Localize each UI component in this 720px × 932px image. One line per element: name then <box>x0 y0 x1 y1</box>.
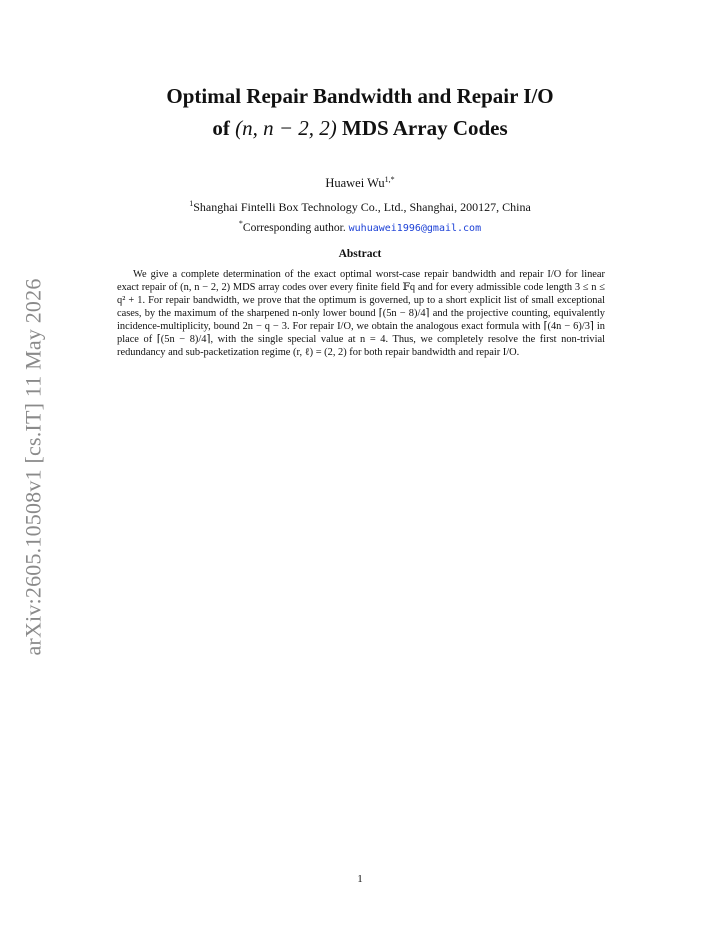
email-link[interactable]: wuhuawei1996@gmail.com <box>348 222 482 234</box>
corresponding-text: Corresponding author. <box>242 221 346 234</box>
affiliation-text: Shanghai Fintelli Box Technology Co., Ltd., Shanghai, 200127, China <box>193 200 531 214</box>
page-number: 1 <box>357 873 363 885</box>
title-math: (n, n − 2, 2) <box>235 116 337 140</box>
affiliation <box>0 199 720 215</box>
abstract-body: We give a complete determination of the exact optimal worst-case repair bandwidth and repair I/O for linear exact repair of (n, n − 2, 2) MDS array codes over every finite field 𝔽q and for every admissible code length 3 ≤ n ≤ q² + 1. For repair bandwidth, we prove that the optimum is governed, up to a short explicit list of small exceptional cases, by the maximum of the sharpened n-only lower bound ⌈(5n − 8)/4⌉ and the projective counting, equivalently incidence-multiplicity, bound 2n − q − 3. For repair I/O, we obtain the analogous exact formula with ⌈(4n − 6)/3⌉ in place of ⌈(5n − 8)/4⌉, with the single special value at n = 4. Thus, we completely resolve the first non-trivial redundancy and sub-packetization regime (r, ℓ) = (2, 2) for both repair bandwidth and repair I/O. <box>117 269 605 358</box>
affiliation-mark: 1 <box>189 199 194 208</box>
paper-title <box>0 80 720 144</box>
author-name: Huawei Wu <box>325 176 385 191</box>
author-line <box>0 175 720 191</box>
title-prefix: of <box>212 116 230 140</box>
author-marks: 1,* <box>384 175 395 184</box>
abstract-heading: Abstract <box>338 248 382 260</box>
arxiv-identifier: arXiv:2605.10508v1 [cs.IT] 11 May 2026 <box>21 278 46 656</box>
corresponding-author <box>0 219 720 234</box>
corresponding-mark: * <box>238 219 243 228</box>
arxiv-stamp <box>16 262 52 672</box>
title-line-2 <box>0 112 720 144</box>
title-suffix: MDS Array Codes <box>342 116 508 140</box>
title-line-1: Optimal Repair Bandwidth and Repair I/O <box>166 84 554 108</box>
